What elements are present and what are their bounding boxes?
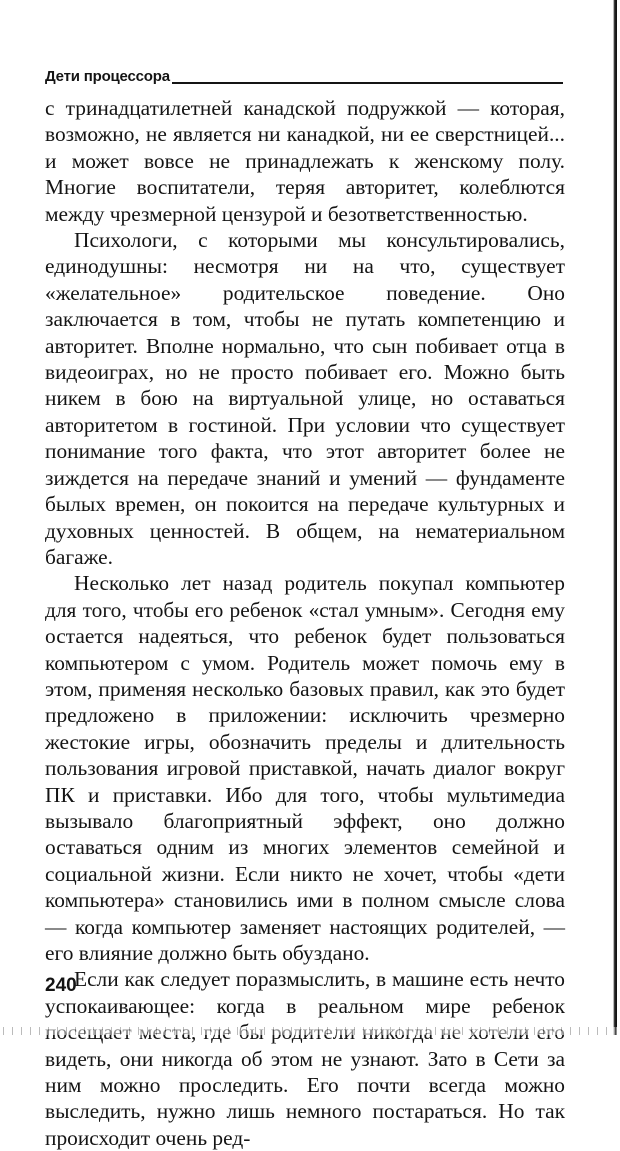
paragraph-3: Несколько лет назад родитель покупал компьютер для того, чтобы его ребенок «стал умным». Сегодня ему остается надеяться, что ребенок будет пользоваться компьютером с умом. Родитель может помочь ему в этом, применяя несколько базовых правил, как это будет предложено в приложении: исключить чрезмерно жестокие игры, обозначить пределы и длительность пользования игровой приставкой, начать диалог вокруг ПК и приставки. Ибо для того, чтобы мультимедиа вызывало благоприятный эффект, оно должно оставаться одним из многих элементов семейной и социальной жизни. Если никто не хочет, чтобы «дети компьютера» становились ими в полном смысле слова — когда компьютер заменяет настоящих родителей, — его влияние должно быть обуздано. bbox=[45, 571, 565, 965]
running-head-title: Дети процессора bbox=[45, 68, 170, 85]
paragraph-2: Психологи, с которыми мы консультировались, единодушны: несмотря ни на что, существует «желательное» родительское поведение. Оно заключается в том, чтобы не путать компетенцию и авторитет. Вполне нормально, что сын побивает отца в видеоиграх, но не просто побивает его. Можно быть никем в бою на виртуальной улице, но оставаться авторитетом в гостиной. При условии что существует понимание того факта, что этот авторитет более не зиждется на передаче знаний и умений — фундаменте былых времен, он покоится на передаче культурных и духовных ценностей. В общем, на нематериальном багаже. bbox=[45, 228, 565, 569]
paragraph-1: с тринадцатилетней канадской подружкой — которая, возможно, не является ни канадкой, ни ее сверстницей... и может вовсе не принадлежать к женскому полу. Многие воспитатели, теряя авторитет, колеблются между чрезмерной цензурой и безответственностью. bbox=[45, 96, 565, 226]
scan-bottom-edge bbox=[0, 1027, 620, 1035]
body-text bbox=[45, 95, 565, 1151]
header-rule bbox=[172, 82, 563, 84]
running-header bbox=[45, 62, 563, 86]
scan-right-edge bbox=[613, 0, 617, 1035]
page-number: 240 bbox=[45, 975, 77, 996]
paragraph-4: Если как следует поразмыслить, в машине есть нечто успокаивающее: когда в реальном мире ребенок видеть, они никогда об этом не узнают. Зато в Сети за ним можно проследить. Его почти всегда можно выследить, нужно лишь немного постараться. Но так происходит очень ред- bbox=[45, 967, 565, 1150]
